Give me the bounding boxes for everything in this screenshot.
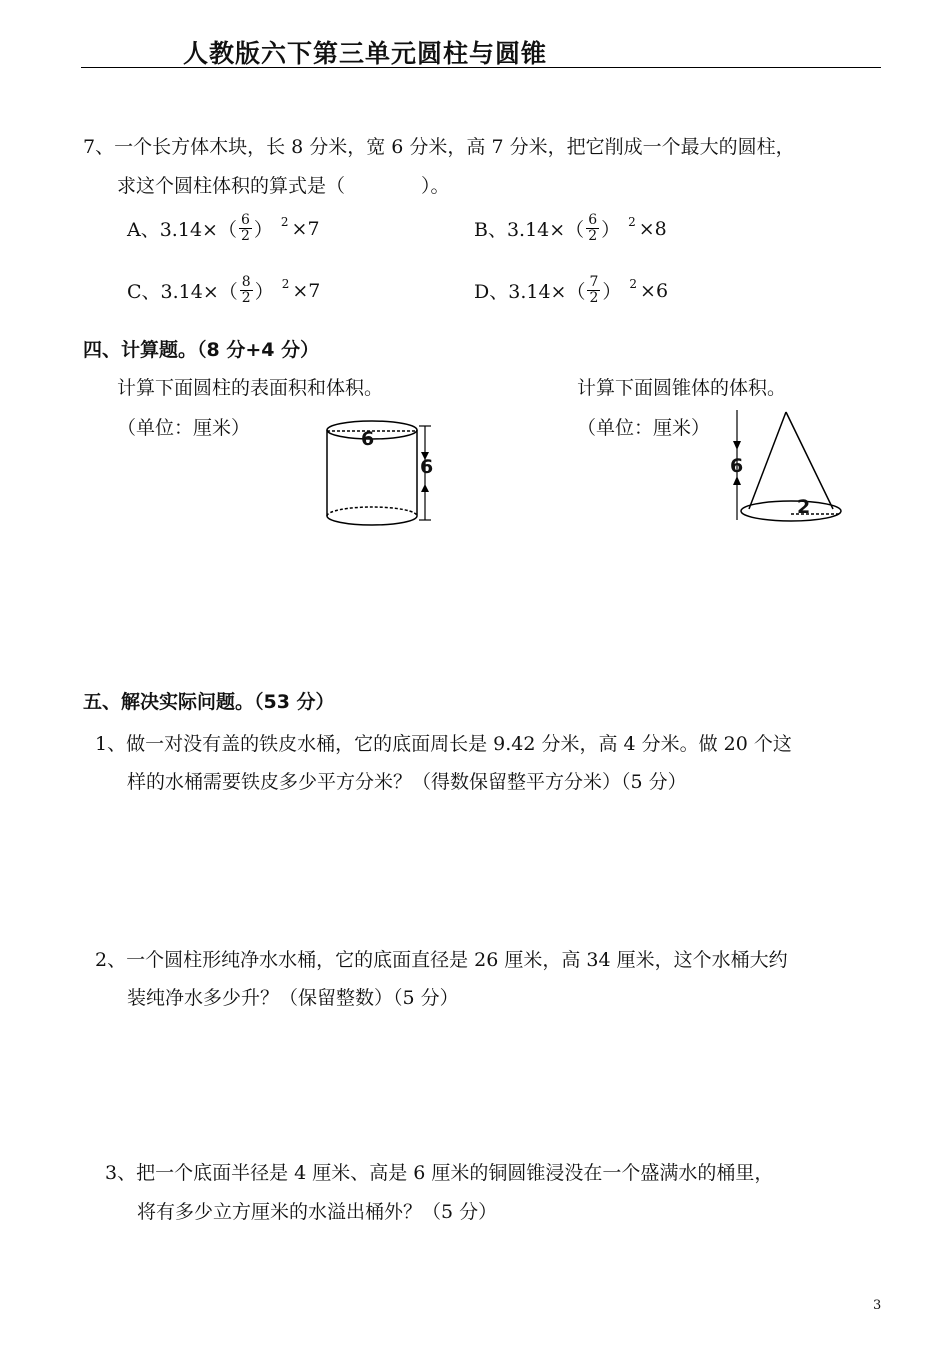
problem-2-line2: 装纯净水多少升？（保留整数）（5 分）: [127, 987, 459, 1009]
cone-radius-label: 2: [797, 496, 811, 518]
fraction-numerator: 7: [589, 274, 599, 290]
option-prefix: B、3.14×（: [474, 219, 585, 241]
fraction-denominator: 2: [588, 228, 598, 244]
q7-option-a: [127, 213, 320, 244]
cone-height-label: 6: [730, 455, 744, 477]
cylinder-task: 计算下面圆柱的表面积和体积。: [117, 377, 384, 399]
fraction-denominator: 2: [589, 290, 599, 306]
fraction-numerator: 6: [588, 212, 598, 228]
cone-figure: [725, 405, 850, 530]
q7-line1: 7、一个长方体木块，长 8 分米，宽 6 分米，高 7 分米，把它削成一个最大的圆柱，: [83, 136, 795, 158]
option-tail: ×7: [292, 279, 321, 302]
cylinder-unit: （单位：厘米）: [117, 417, 251, 439]
section4-title: 四、计算题。（8 分+4 分）: [83, 339, 320, 361]
cone-task: 计算下面圆锥体的体积。: [577, 377, 787, 399]
fraction-denominator: 2: [240, 228, 250, 244]
option-exponent: 2: [629, 276, 638, 291]
problem-3-line1: 3、把一个底面半径是 4 厘米、高是 6 厘米的铜圆锥浸没在一个盛满水的桶里，: [105, 1162, 774, 1184]
option-exponent: 2: [280, 214, 289, 229]
page-header-title: 人教版六下第三单元圆柱与圆锥: [183, 39, 548, 68]
fraction: [586, 213, 599, 244]
cylinder-height-label: 6: [420, 456, 434, 478]
problem-2-line1: 2、一个圆柱形纯净水水桶，它的底面直径是 26 厘米，高 34 厘米，这个水桶大约: [95, 949, 788, 971]
option-close: ）: [601, 219, 621, 241]
problem-1-line2: 样的水桶需要铁皮多少平方分米？（得数保留整平方分米）（5 分）: [127, 771, 687, 793]
problem-1-line1: 1、做一对没有盖的铁皮水桶，它的底面周长是 9.42 分米，高 4 分米。做 20 个这: [95, 733, 792, 755]
option-tail: ×6: [640, 279, 669, 302]
fraction-numerator: 8: [241, 274, 251, 290]
option-prefix: C、3.14×（: [127, 281, 238, 303]
q7-option-c: [127, 275, 320, 306]
problem-3-line2: 将有多少立方厘米的水溢出桶外？（5 分）: [137, 1201, 498, 1223]
option-prefix: A、3.14×（: [127, 219, 237, 241]
option-exponent: 2: [281, 276, 290, 291]
q7-option-d: [474, 275, 668, 306]
fraction-denominator: 2: [241, 290, 251, 306]
cylinder-diameter-label: 6: [361, 428, 375, 450]
option-close: ）: [254, 281, 274, 303]
section5-title: 五、解决实际问题。（53 分）: [83, 691, 335, 713]
option-tail: ×7: [291, 217, 320, 240]
fraction-numerator: 6: [240, 212, 250, 228]
q7-option-b: [474, 213, 667, 244]
fraction: [239, 213, 252, 244]
option-prefix: D、3.14×（: [474, 281, 586, 303]
q7-line2: 求这个圆柱体积的算式是（ ）。: [117, 175, 450, 197]
fraction: [587, 275, 600, 306]
option-close: ）: [602, 281, 622, 303]
page-number: 3: [873, 1298, 882, 1313]
option-exponent: 2: [628, 214, 636, 229]
cone-unit: （单位：厘米）: [577, 417, 711, 439]
header-rule: [81, 67, 881, 68]
option-tail: ×8: [638, 217, 667, 240]
fraction: [240, 275, 253, 306]
option-close: ）: [253, 219, 273, 241]
